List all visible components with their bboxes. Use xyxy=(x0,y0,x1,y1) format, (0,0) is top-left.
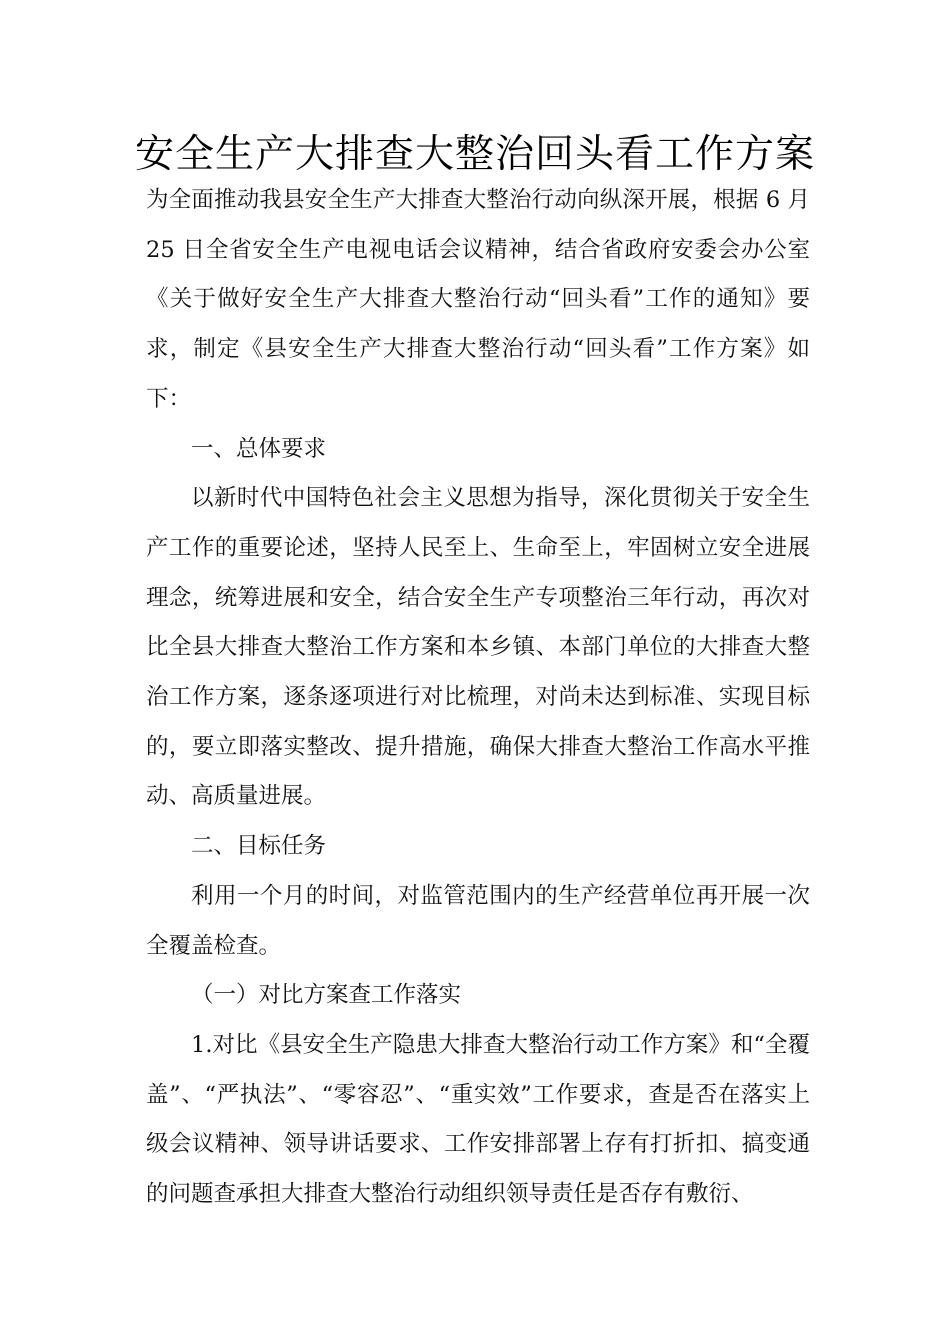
section-heading-objectives: 二、目标任务 xyxy=(191,833,327,860)
section-heading-general-requirements: 一、总体要求 xyxy=(191,435,327,462)
objectives-paragraph: 利用一个月的时间，对监管范围内的生产经营单位再开展一次全覆盖检查。 xyxy=(146,882,810,959)
subsection-heading-plan-comparison: （一）对比方案查工作落实 xyxy=(191,982,462,1009)
document-title: 安全生产大排查大整治回头看工作方案 xyxy=(134,132,815,177)
intro-paragraph: 为全面推动我县安全生产大排查大整治行动向纵深开展，根据 6 月 25 日全省安全生产电视电话会议精神，结合省政府安委会办公室《关于做好安全生产大排查大整治行动“回头看”工作的通知》要求，制定《县安全生产大排查大整治行动“回头看”工作方案》如下： xyxy=(146,187,810,412)
document-body xyxy=(146,176,810,1220)
item-1-paragraph: 1.对比《县安全生产隐患大排查大整治行动工作方案》和“全覆盖”、“严执法”、“零容忍”、“重实效”工作要求，查是否在落实上级会议精神、领导讲话要求、工作安排部署上存有打折扣、搞变通的问题查承担大排查大整治行动组织领导责任是否存有敷衍、 xyxy=(146,1031,810,1208)
general-requirements-paragraph: 以新时代中国特色社会主义思想为指导，深化贯彻关于安全生产工作的重要论述，坚持人民至上、生命至上，牢固树立安全进展理念，统筹进展和安全，结合安全生产专项整治三年行动，再次对比全县大排查大整治工作方案和本乡镇、本部门单位的大排查大整治工作方案，逐条逐项进行对比梳理，对尚未达到标准、实现目标的，要立即落实整改、提升措施，确保大排查大整治工作高水平推动、高质量进展。 xyxy=(146,485,810,810)
